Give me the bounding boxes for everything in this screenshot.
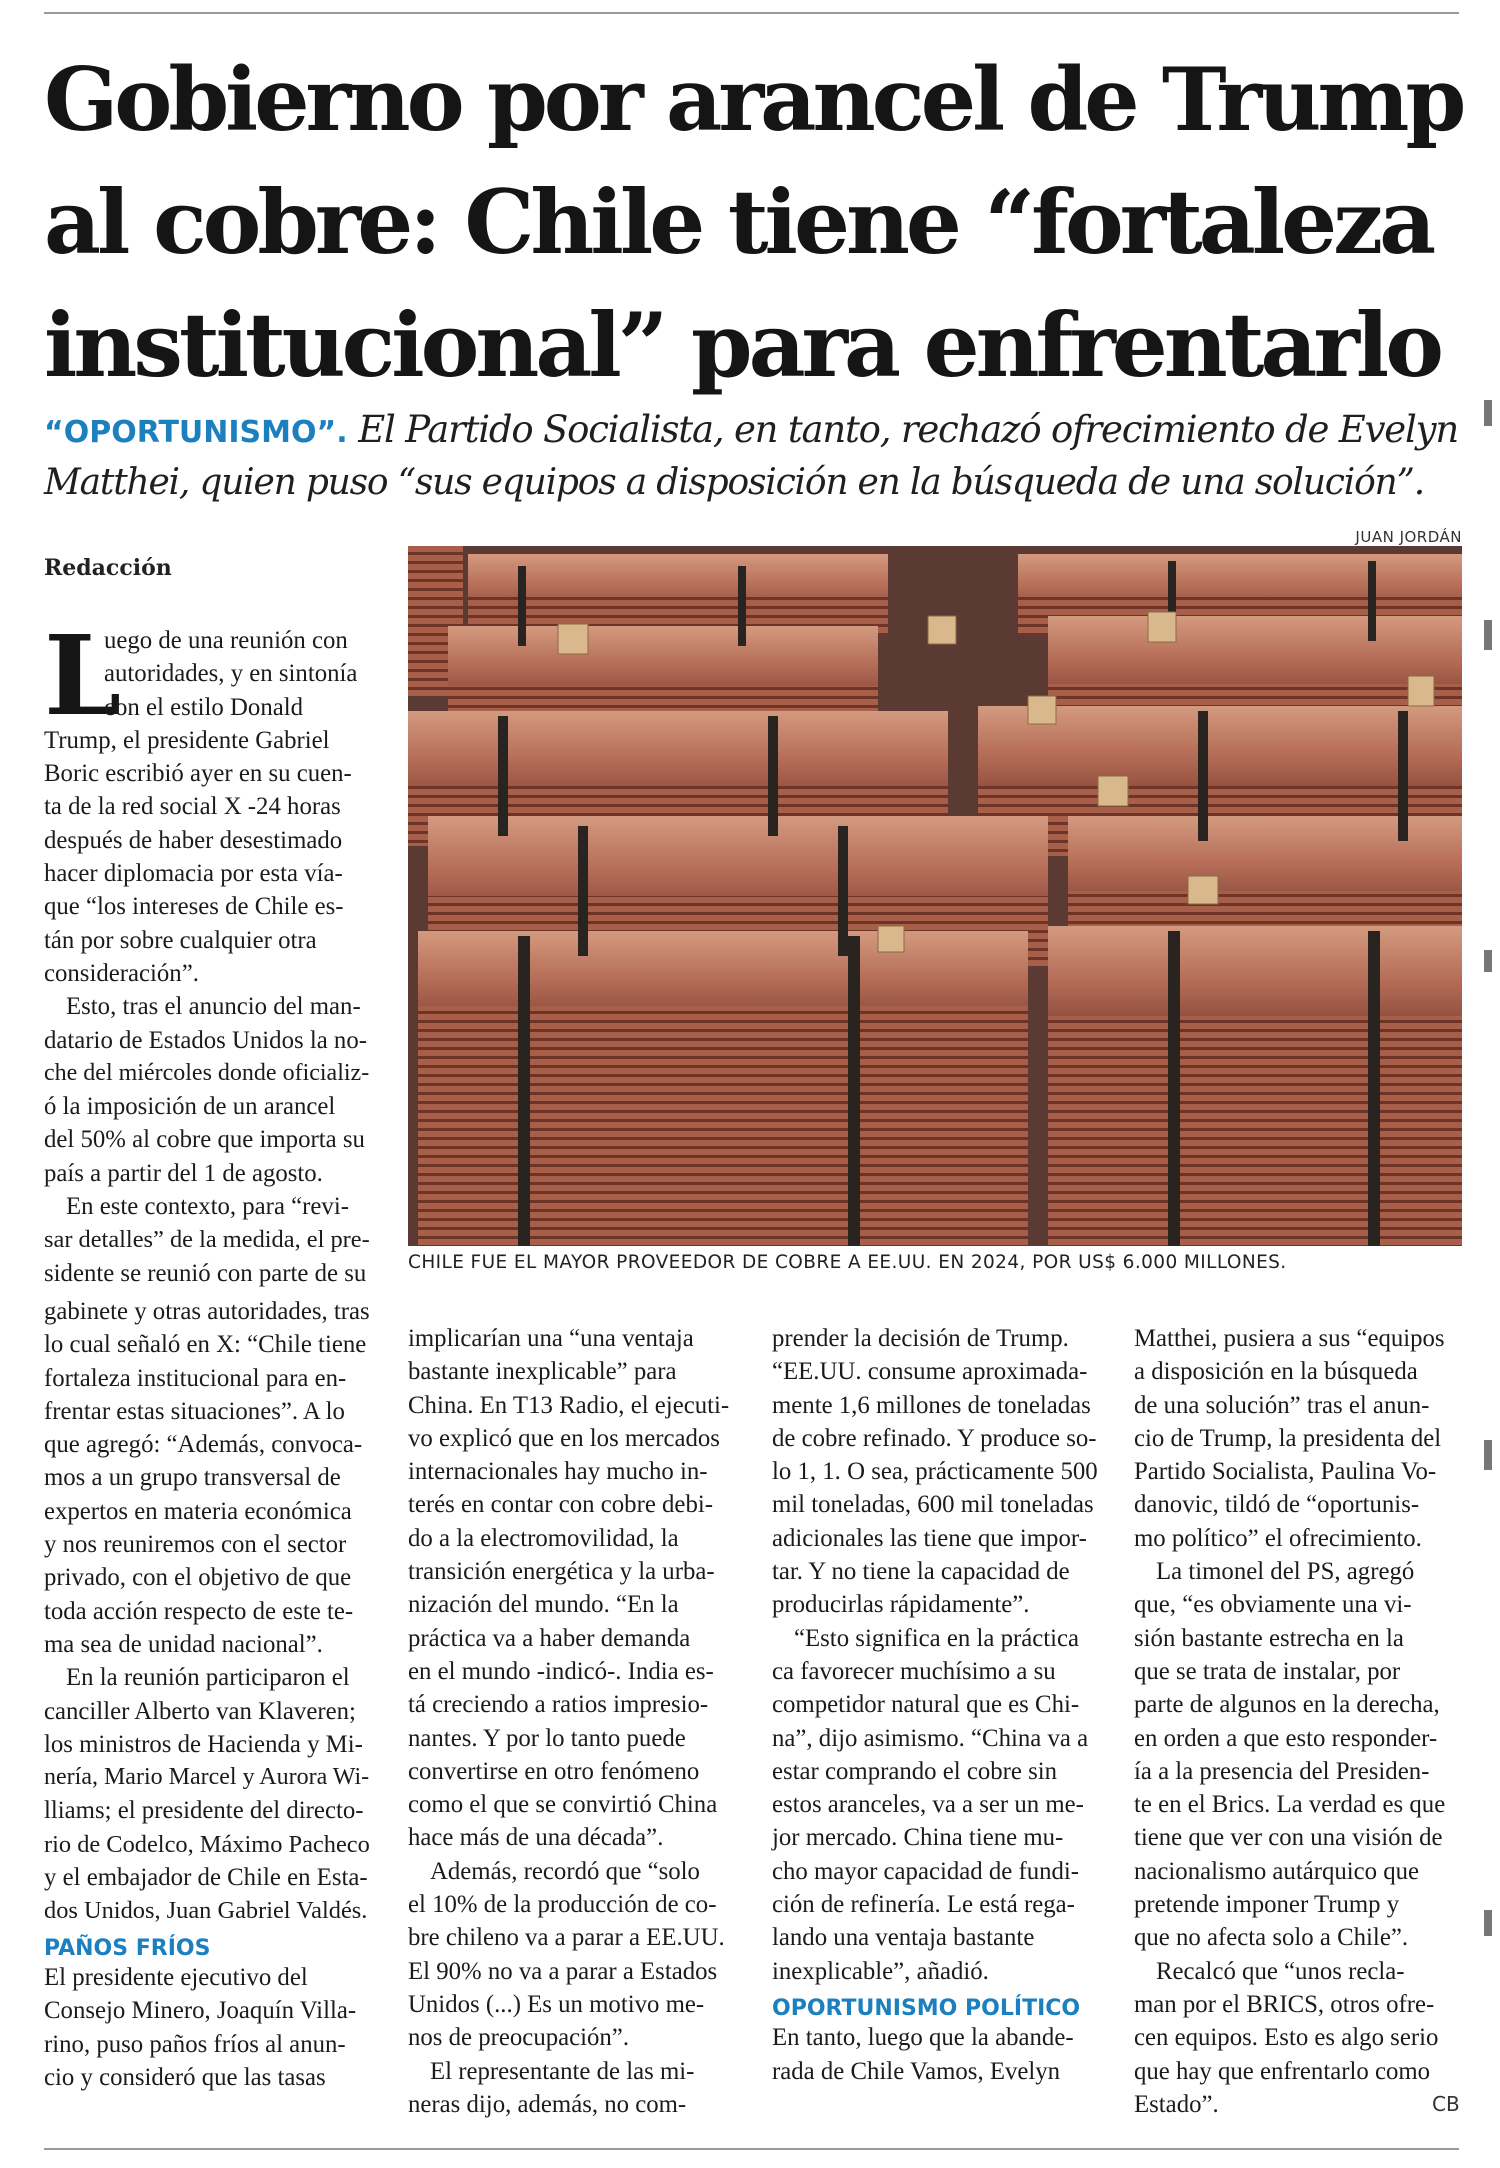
text-line: internacionales hay mucho in- [408, 1458, 708, 1486]
text-line: Recalcó que “unos recla- [1156, 1957, 1405, 1985]
text-line: Unidos (...) Es un motivo me- [408, 1990, 705, 2018]
text-line: los ministros de Hacienda y Mi- [44, 1730, 363, 1758]
bottom-rule [44, 2148, 1459, 2150]
text-line: Además, recordó que “solo [430, 1857, 700, 1885]
text-line: lo 1, 1. O sea, prácticamente 500 [772, 1458, 1098, 1486]
text-line: ca favorecer muchísimo a su [772, 1657, 1056, 1685]
text-line: de una solución” tras el anun- [1134, 1391, 1430, 1419]
text-line: do a la electromovilidad, la [408, 1524, 679, 1552]
text-line: rino, puso paños fríos al anun- [44, 2030, 346, 2058]
text-line: en el mundo -indicó-. India es- [408, 1657, 714, 1685]
text-line: mil toneladas, 600 mil toneladas [772, 1491, 1094, 1519]
text-line: ía a la presencia del Presiden- [1134, 1757, 1430, 1785]
text-line: de cobre refinado. Y produce so- [772, 1424, 1097, 1452]
text-line: nos de preocupación”. [408, 2024, 630, 2052]
text-line: estar comprando el cobre sin [772, 1757, 1058, 1785]
text-line: tar. Y no tiene la capacidad de [772, 1558, 1070, 1586]
text-line: En tanto, luego que la abande- [772, 2024, 1074, 2052]
text-line: convertirse en otro fenómeno [408, 1757, 700, 1785]
column-2 [408, 1322, 738, 2121]
text-line: práctica va a haber demanda [408, 1624, 691, 1652]
text-line: que agregó: “Además, convoca- [44, 1431, 363, 1459]
text-line: toda acción respecto de este te- [44, 1597, 354, 1625]
text-line: a disposición en la búsqueda [1134, 1358, 1418, 1386]
deck-line: Matthei, quien puso “sus equipos a disposición en la búsqueda de una solución”. [44, 462, 1424, 503]
text-line: y el embajador de Chile en Esta- [44, 1864, 368, 1892]
text-line: terés en contar con cobre debi- [408, 1491, 713, 1519]
text-line: gabinete y otras autoridades, tras [44, 1298, 370, 1325]
drop-cap: L [44, 611, 122, 740]
text-line: rada de Chile Vamos, Evelyn [772, 2057, 1061, 2085]
text-line: frentar estas situaciones”. A lo [44, 1397, 345, 1425]
text-line: mente 1,6 millones de toneladas [772, 1391, 1091, 1419]
text-line: nacionalismo autárquico que [1134, 1857, 1420, 1885]
text-line: en orden a que esto responder- [1134, 1724, 1438, 1752]
text-line: ó la imposición de un arancel [44, 1093, 336, 1121]
text-line: adicionales las tiene que impor- [772, 1524, 1087, 1552]
text-line: del 50% al cobre que importa su [44, 1126, 365, 1154]
text-line: neras dijo, además, no com- [408, 2090, 687, 2118]
headline-line: al cobre: Chile tiene “fortaleza [44, 170, 1433, 274]
text-line: datario de Estados Unidos la no- [44, 1026, 367, 1054]
text-line: mo político” el ofrecimiento. [1134, 1524, 1422, 1552]
text-line: El presidente ejecutivo del [44, 1963, 308, 1991]
text-line: mos a un grupo transversal de [44, 1464, 341, 1492]
copper-cathodes-photo [408, 546, 1462, 1246]
text-line: na”, dijo asimismo. “China va a [772, 1724, 1089, 1752]
text-line: Estado”. [1134, 2090, 1219, 2118]
text-line: tán por sobre cualquier otra [44, 926, 317, 954]
text-line: uego de una reunión con [104, 627, 348, 654]
text-line: que, “es obviamente una vi- [1134, 1591, 1412, 1619]
text-line: bre chileno va a parar a EE.UU. [408, 1924, 725, 1952]
text-line: Partido Socialista, Paulina Vo- [1134, 1458, 1437, 1486]
text-line: hace más de una década”. [408, 1824, 664, 1852]
text-line: después de haber desestimado [44, 826, 343, 854]
subhead-oportunismo-politico: OPORTUNISMO POLÍTICO [772, 1995, 1081, 2021]
text-line: pretende imponer Trump y [1134, 1891, 1400, 1919]
text-line: lando una ventaja bastante [772, 1924, 1035, 1952]
text-line: consideración”. [44, 959, 199, 987]
deck-line [44, 405, 1464, 458]
text-line: bastante inexplicable” para [408, 1358, 677, 1386]
text-line: estos aranceles, va a ser un me- [772, 1791, 1084, 1819]
text-line: producirlas rápidamente”. [772, 1591, 1030, 1619]
text-line: Boric escribió ayer en su cuen- [44, 760, 352, 788]
text-line: tá creciendo a ratios impresio- [408, 1691, 709, 1719]
text-line: parte de algunos en la derecha, [1134, 1691, 1440, 1719]
text-line: nería, Mario Marcel y Aurora Wi- [44, 1764, 370, 1791]
text-line: China. En T13 Radio, el ejecuti- [408, 1391, 730, 1419]
text-line: el 10% de la producción de co- [408, 1891, 717, 1919]
text-line: En la reunión participaron el [66, 1664, 350, 1692]
adjacent-page-edge [1484, 20, 1494, 2120]
text-line: ma sea de unidad nacional”. [44, 1630, 323, 1658]
text-line: dos Unidos, Juan Gabriel Valdés. [44, 1897, 368, 1925]
text-line: que se trata de instalar, por [1134, 1657, 1401, 1685]
photo-credit: JUAN JORDÁN [1355, 528, 1462, 546]
headline-line: institucional” para enfrentarlo [44, 293, 1440, 397]
text-line: implicarían una “una ventaja [408, 1325, 694, 1352]
text-line: sión bastante estrecha en la [1134, 1624, 1404, 1652]
text-line: “EE.UU. consume aproximada- [772, 1358, 1088, 1386]
column-1-upper [44, 611, 372, 1290]
text-line: jor mercado. China tiene mu- [772, 1824, 1064, 1852]
text-line: Esto, tras el anuncio del man- [66, 993, 361, 1021]
text-line: con el estilo Donald [104, 693, 304, 721]
text-line: que “los intereses de Chile es- [44, 893, 344, 921]
text-line: danovic, tildó de “oportunis- [1134, 1491, 1420, 1519]
text-line: ción de refinería. Le está rega- [772, 1891, 1075, 1919]
text-line: privado, con el objetivo de que [44, 1564, 352, 1592]
text-line: En este contexto, para “revi- [66, 1193, 349, 1221]
text-line: que no afecta solo a Chile”. [1134, 1924, 1409, 1952]
text-line: El 90% no va a parar a Estados [408, 1957, 718, 1985]
text-line: prender la decisión de Trump. [772, 1325, 1069, 1352]
text-line: sidente se reunió con parte de su [44, 1259, 367, 1287]
text-line: como el que se convirtió China [408, 1791, 718, 1819]
text-line: lliams; el presidente del directo- [44, 1797, 364, 1825]
end-mark: CB [1432, 2092, 1460, 2116]
photo-caption: CHILE FUE EL MAYOR PROVEEDOR DE COBRE A EE.UU. EN 2024, POR US$ 6.000 MILLONES. [408, 1252, 1287, 1273]
text-line: hacer diplomacia por esta vía- [44, 860, 343, 888]
text-line: nantes. Y por lo tanto puede [408, 1724, 686, 1752]
headline-line: Gobierno por arancel de Trump [44, 48, 1463, 151]
text-line: lo cual señaló en X: “Chile tiene [44, 1331, 367, 1359]
subhead-panos-frios: PAÑOS FRÍOS [44, 1935, 211, 1961]
text-line: canciller Alberto van Klaveren; [44, 1697, 356, 1725]
text-line: te en el Brics. La verdad es que [1134, 1791, 1446, 1819]
text-line: Trump, el presidente Gabriel [44, 726, 330, 754]
text-line: competidor natural que es Chi- [772, 1691, 1080, 1719]
text-line: inexplicable”, añadió. [772, 1957, 989, 1985]
deck-text: El Partido Socialista, en tanto, rechazó ofrecimiento de Evelyn [347, 408, 1458, 451]
text-line: “Esto significa en la práctica [794, 1624, 1080, 1652]
text-line: que hay que enfrentarlo como [1134, 2057, 1431, 2085]
text-line: El representante de las mi- [430, 2057, 695, 2085]
deck-kicker: “OPORTUNISMO”. [44, 415, 348, 450]
text-line: Matthei, pusiera a sus “equipos [1134, 1325, 1445, 1352]
text-line: expertos en materia económica [44, 1497, 352, 1525]
text-line: cio y consideró que las tasas [44, 2063, 326, 2091]
text-line: vo explicó que en los mercados [408, 1424, 720, 1452]
text-line: país a partir del 1 de agosto. [44, 1159, 323, 1187]
text-line: ta de la red social X -24 horas [44, 793, 341, 821]
column-1-lower [44, 1295, 372, 2094]
text-line: y nos reuniremos con el sector [44, 1531, 347, 1559]
text-line: man por el BRICS, otros ofre- [1134, 1990, 1435, 2018]
text-line: cio de Trump, la presidenta del [1134, 1424, 1442, 1452]
deck [44, 405, 1464, 508]
text-line: fortaleza institucional para en- [44, 1364, 347, 1392]
byline: Redacción [44, 555, 172, 581]
column-4 [1134, 1322, 1464, 2121]
text-line: tiene que ver con una visión de [1134, 1824, 1443, 1852]
text-line: Consejo Minero, Joaquín Villa- [44, 1997, 357, 2025]
text-line: sar detalles” de la medida, el pre- [44, 1226, 370, 1254]
text-line: cen equipos. Esto es algo serio [1134, 2024, 1439, 2052]
headline [44, 38, 1464, 407]
text-line: nización del mundo. “En la [408, 1591, 679, 1619]
top-rule [44, 12, 1459, 14]
text-line: La timonel del PS, agregó [1156, 1558, 1415, 1586]
column-3 [772, 1322, 1102, 2088]
text-line: autoridades, y en sintonía [104, 660, 358, 688]
text-line: cho mayor capacidad de fundi- [772, 1857, 1080, 1885]
text-line: transición energética y la urba- [408, 1558, 715, 1586]
text-line: che del miércoles donde oficializ- [44, 1059, 370, 1086]
text-line: rio de Codelco, Máximo Pacheco [44, 1830, 370, 1858]
